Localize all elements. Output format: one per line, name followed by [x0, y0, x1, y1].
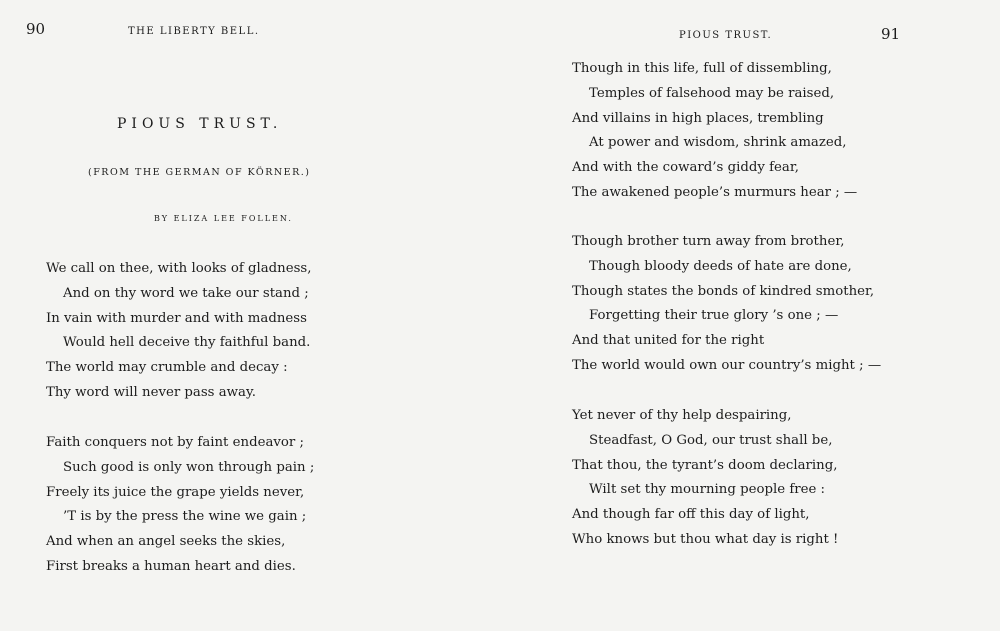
verse-line: Such good is only won through pain ;: [63, 459, 315, 475]
stanza: [46, 257, 311, 406]
verse-line: Thy word will never pass away.: [46, 384, 256, 400]
poem-byline: BY ELIZA LEE FOLLEN.: [154, 214, 293, 223]
verse-line: That thou, the tyrant’s doom declaring,: [572, 457, 838, 473]
verse-line: And villains in high places, trembling: [572, 110, 824, 126]
verse-line: The world may crumble and decay :: [46, 360, 288, 376]
poem-title: PIOUS TRUST.: [117, 116, 283, 132]
stanza: [572, 230, 881, 379]
verse-line: Yet never of thy help despairing,: [572, 408, 792, 423]
verse-line: First breaks a human heart and dies.: [46, 558, 296, 574]
verse-line: And that united for the right: [572, 333, 765, 349]
verse-line: And on thy word we take our stand ;: [63, 285, 309, 301]
running-head: PIOUS TRUST.: [679, 30, 773, 41]
stanza: [46, 431, 314, 580]
verse-line: In vain with murder and with madness: [46, 310, 307, 326]
verse-line: And though far off this day of light,: [572, 507, 810, 523]
verse-line: Freely its juice the grape yields never,: [46, 484, 305, 500]
verse-line: Would hell deceive thy faithful band.: [63, 335, 311, 351]
verse-line: At power and wisdom, shrink amazed,: [589, 135, 847, 151]
poem-subtitle: (FROM THE GERMAN OF KÖRNER.): [88, 167, 311, 178]
verse-line: Steadfast, O God, our trust shall be,: [589, 432, 833, 448]
verse-line: The world would own our country’s might ; —: [572, 357, 882, 373]
verse-line: Who knows but thou what day is right !: [572, 531, 839, 547]
verse-line: Though states the bonds of kindred smother,: [572, 283, 875, 299]
verse-line: Forgetting their true glory ’s one ; —: [589, 308, 839, 324]
verse-line: We call on thee, with looks of gladness,: [46, 261, 312, 276]
verse-line: And with the coward’s giddy fear,: [572, 160, 799, 176]
verse-line: Though in this life, full of dissembling,: [572, 61, 832, 76]
verse-line: The awakened people’s murmurs hear ; —: [572, 184, 858, 200]
verse-line: Temples of falsehood may be raised,: [589, 85, 835, 101]
verse-line: Though brother turn away from brother,: [572, 234, 845, 249]
verse-line: ’T is by the press the wine we gain ;: [63, 509, 307, 525]
verse-line: Though bloody deeds of hate are done,: [589, 258, 852, 274]
running-head: THE LIBERTY BELL.: [128, 26, 260, 37]
page-number: 90: [26, 20, 46, 38]
page-number: 91: [881, 25, 901, 43]
stanza: [572, 404, 838, 553]
verse-line: And when an angel seeks the skies,: [46, 534, 286, 550]
right-page: [520, 0, 1000, 631]
stanza: [572, 57, 857, 206]
verse-line: Wilt set thy mourning people free :: [589, 482, 826, 498]
verse-line: Faith conquers not by faint endeavor ;: [46, 435, 304, 450]
